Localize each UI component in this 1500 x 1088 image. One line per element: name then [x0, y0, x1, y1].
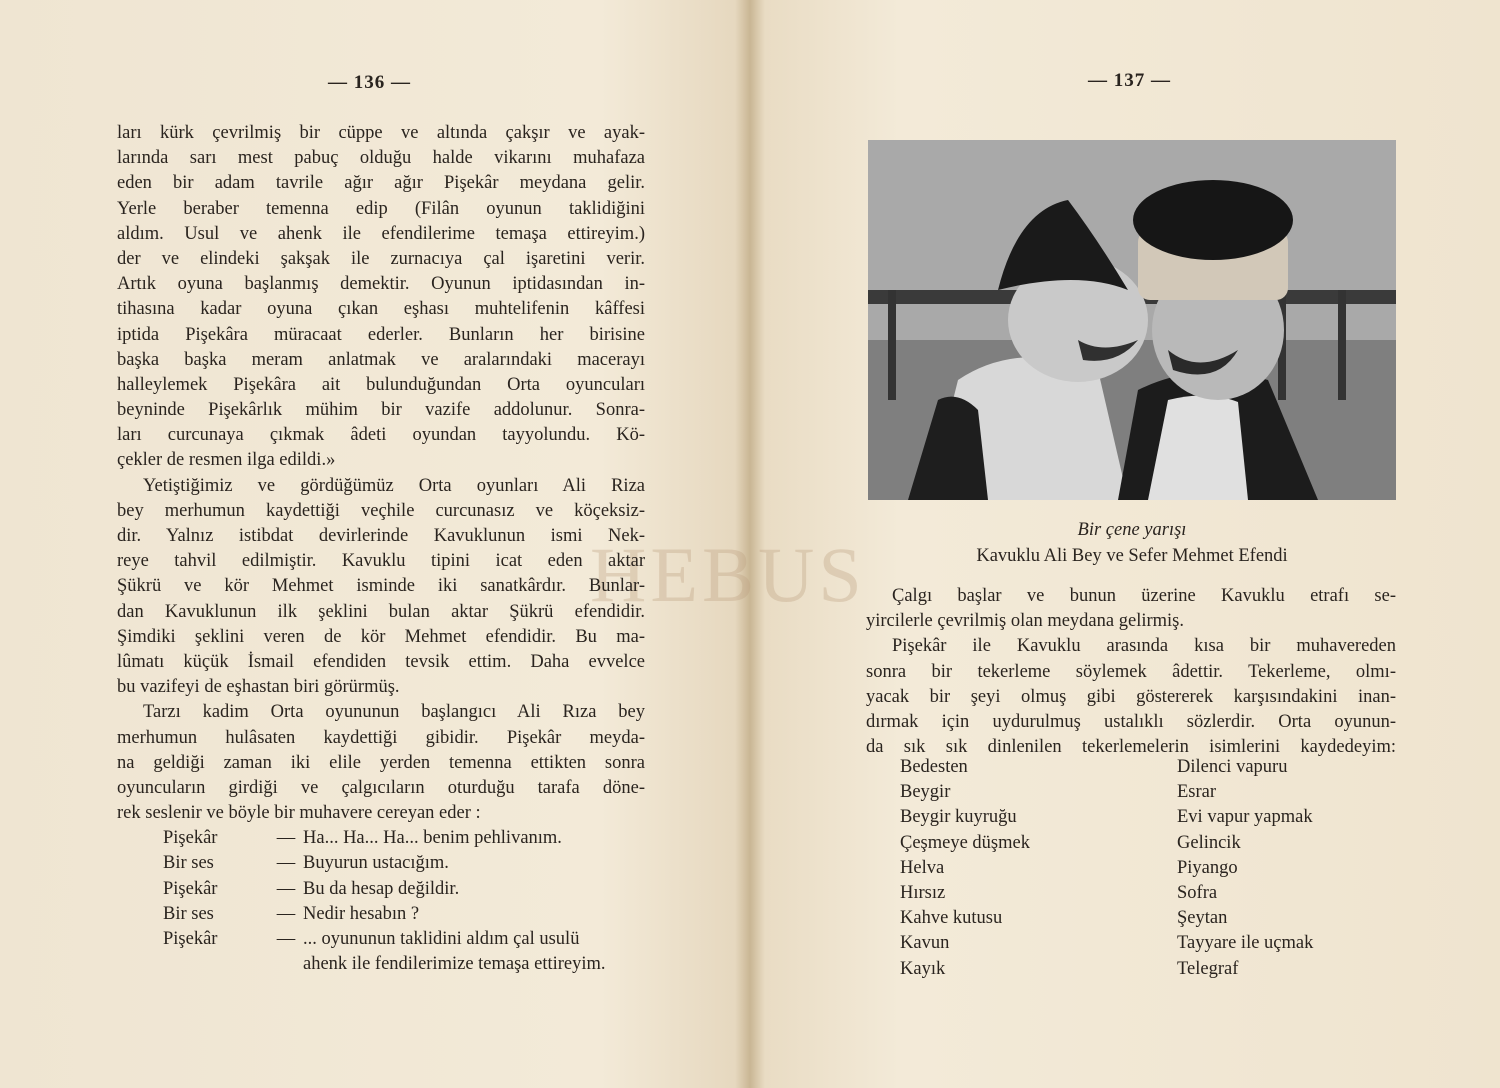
list-item: Tayyare ile uçmak	[1177, 933, 1314, 954]
dialogue-speaker: Pişekâr	[163, 828, 218, 849]
list-item: Kavun	[900, 933, 950, 954]
text-line: ları kürk çevrilmiş bir cüppe ve altında çakşır ve ayak-	[117, 123, 645, 143]
text-line: Yerle beraber temenna edip (Filân oyunun taklidiğini	[117, 198, 645, 219]
list-item: Sofra	[1177, 882, 1218, 903]
list-item: Bedesten	[900, 757, 968, 777]
text-line: başka başka meram anlatmak ve aralarındaki macerayı	[117, 349, 645, 370]
text-line: merhumun hulâsaten kaydettiği gibidir. Pişekâr meyda-	[117, 727, 645, 748]
text-line: aldım. Usul ve ahenk ile efendilerime temaşa ettireyim.)	[117, 223, 645, 244]
text-line: na geldiği zaman iki elile yerden temenna ettikten sonra	[117, 752, 645, 773]
text-line: bey merhumun kaydettiği veçhile curcunasız ve köçeksiz-	[117, 500, 645, 521]
photograph	[868, 140, 1396, 500]
text-line: bu vazifeyi de eşhastan biri görürmüş.	[117, 677, 400, 698]
text-line: iptida Pişekâra müracaat ederler. Bunların her birisine	[117, 324, 645, 345]
page-number: — 137 —	[1088, 70, 1171, 91]
text-line: çekler de resmen ilga edildi.»	[117, 450, 336, 471]
tekerleme-list	[900, 755, 1380, 982]
text-line: beyninde Pişekârlık mühim bir vazife addolunur. Sonra-	[117, 400, 645, 421]
list-item: Beygir	[900, 782, 951, 803]
list-item: Gelincik	[1177, 832, 1241, 853]
dialogue-dash: —	[276, 853, 296, 874]
photo-caption-title: Bir çene yarışı	[1077, 520, 1187, 540]
text-line: reye tahvil edilmiştir. Kavuklu tipini icat eden aktar	[117, 551, 645, 572]
list-item: Çeşmeye düşmek	[900, 832, 1030, 853]
list-item: Kahve kutusu	[900, 908, 1003, 929]
text-line: da sık sık dinlenilen tekerlemelerin isimlerini kaydedeyim:	[866, 737, 1396, 758]
text-line: larında sarı mest pabuç olduğu halde vikarını muhafaza	[117, 148, 645, 169]
watermark: HEBUS	[590, 531, 866, 618]
photo-caption: Kavuklu Ali Bey ve Sefer Mehmet Efendi	[976, 546, 1288, 566]
text-line: sonra bir tekerleme söylemek âdettir. Tekerleme, olmı-	[866, 661, 1396, 682]
list-item: Şeytan	[1177, 908, 1228, 929]
text-line: dan Kavuklunun ilk şeklini bulan aktar Şükrü efendidir.	[117, 601, 645, 622]
text-line: dırmak için uydurulmuş ustalıklı sözlerdir. Orta oyunun-	[866, 711, 1396, 732]
text-line: Artık oyuna başlanmış demektir. Oyunun iptidasından in-	[117, 274, 645, 295]
text-line: lûmatı küçük İsmail efendiden tevsik ettim. Daha evvelce	[117, 651, 645, 672]
dialogue-line	[117, 826, 645, 851]
list-column-right	[1177, 755, 1313, 982]
text-line: yircilerle çevrilmiş olan meydana gelirmiş.	[866, 611, 1184, 632]
dialogue-dash: —	[276, 878, 296, 899]
text-line: Pişekâr ile Kavuklu arasında kısa bir muhavereden	[892, 636, 1396, 657]
dialogue-line	[117, 902, 645, 927]
text-line: oyuncuların girdiği ve çalgıcıların oturduğu tarafa döne-	[117, 777, 645, 798]
text-line: Çalgı başlar ve bunun üzerine Kavuklu etrafı se-	[892, 586, 1396, 606]
list-item: Hırsız	[900, 882, 946, 903]
list-item: Kayık	[900, 958, 946, 979]
text-line: ları curcunaya çıkmak âdeti oyundan tayyolundu. Kö-	[117, 425, 645, 446]
text-line: dir. Yalnız istibdat devirlerinde Kavuklunun ismi Nek-	[117, 526, 645, 546]
text-line: Yetiştiğimiz ve gördüğümüz Orta oyunları Ali Riza	[143, 475, 645, 496]
text-line: Tarzı kadim Orta oyununun başlangıcı Ali Rıza bey	[143, 702, 645, 723]
text-line: eden bir adam tavrile ağır ağır Pişekâr meydana gelir.	[117, 173, 645, 194]
dialogue-line	[117, 877, 645, 902]
text-line: rek seslenir ve böyle bir muhavere cereyan eder :	[117, 803, 481, 824]
left-body-text	[117, 121, 645, 977]
text-line: halleylemek Pişekâra ait bulunduğundan Orta oyuncuları	[117, 374, 645, 395]
dialogue-continuation	[117, 952, 645, 977]
list-item: Esrar	[1177, 782, 1217, 803]
list-item: Dilenci vapuru	[1177, 757, 1288, 777]
dialogue-text: Ha... Ha... Ha... benim pehlivanım.	[303, 828, 562, 849]
dialogue-line	[117, 851, 645, 876]
dialogue-dash: —	[276, 929, 296, 949]
list-item: Beygir kuyruğu	[900, 807, 1017, 828]
list-item: Helva	[900, 857, 945, 878]
right-page	[750, 0, 1500, 1088]
text-line: tihasına kadar oyuna çıkan eşhası muhtelifenin kâffesi	[117, 299, 645, 320]
text-line: der ve elindeki şakşak ile zurnacıya çal işaretini verir.	[117, 248, 645, 269]
list-column-left	[900, 755, 1177, 982]
list-item: Telegraf	[1177, 958, 1239, 979]
dialogue-speaker: Bir ses	[163, 853, 214, 874]
right-body-text	[866, 584, 1396, 760]
text-line: Şükrü ve kör Mehmet isminde iki sanatkârdır. Bunlar-	[117, 576, 645, 597]
dialogue-speaker: Pişekâr	[163, 929, 218, 949]
photo-figures-illustration	[868, 140, 1396, 500]
page-number: — 136 —	[328, 72, 411, 93]
dialogue-line	[117, 927, 645, 952]
text-line: Şimdiki şeklini veren de kör Mehmet efendidir. Bu ma-	[117, 626, 645, 647]
dialogue-speaker: Pişekâr	[163, 878, 218, 899]
text-line: yacak bir şeyi olmuş gibi göstererek karşısındakini inan-	[866, 686, 1396, 707]
dialogue-text: ... oyununun taklidini aldım çal usulü	[303, 929, 580, 949]
list-item: Evi vapur yapmak	[1177, 807, 1313, 828]
dialogue-speaker: Bir ses	[163, 903, 214, 924]
dialogue-text: Nedir hesabın ?	[303, 903, 420, 924]
list-item: Piyango	[1177, 857, 1238, 878]
dialogue-dash: —	[276, 828, 296, 849]
dialogue-text: ahenk ile fendilerimize temaşa ettireyim.	[303, 954, 606, 975]
dialogue-text: Bu da hesap değildir.	[303, 878, 460, 899]
dialogue-text: Buyurun ustacığım.	[303, 853, 449, 874]
dialogue-dash: —	[276, 903, 296, 924]
